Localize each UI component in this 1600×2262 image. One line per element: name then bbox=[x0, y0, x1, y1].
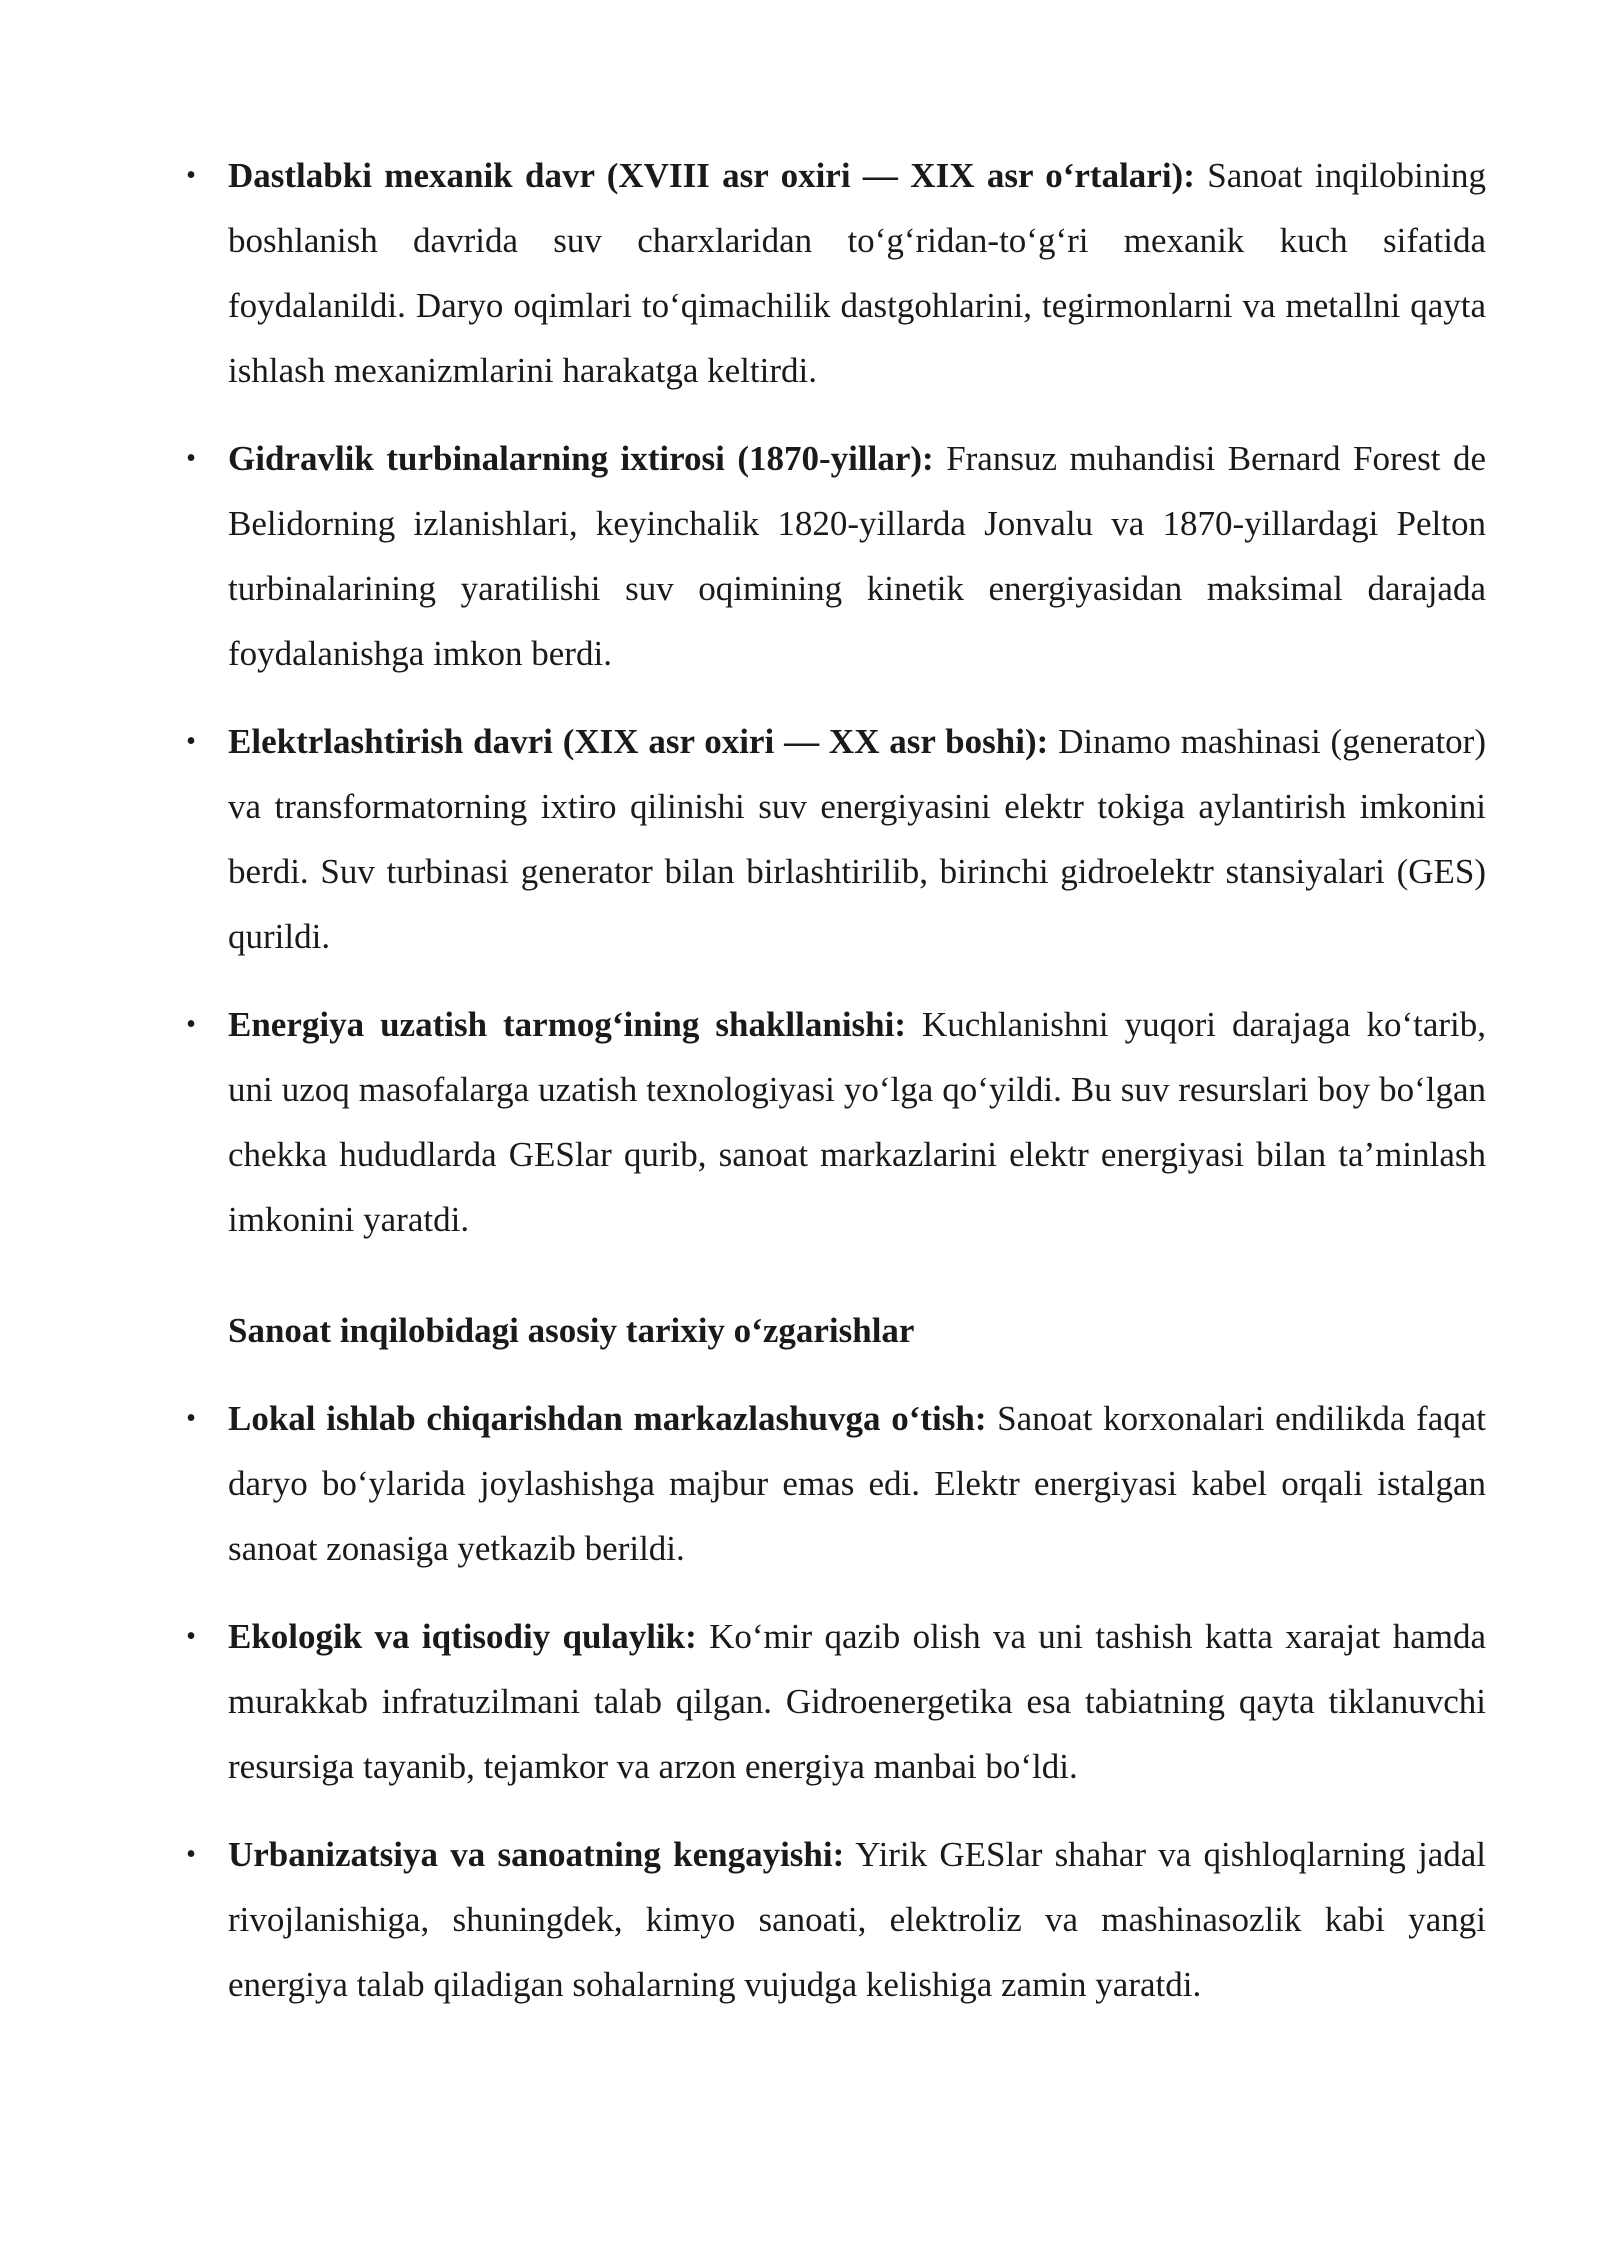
bullet-icon: • bbox=[186, 1009, 196, 1040]
item-term: Ekologik va iqtisodiy qulaylik: bbox=[228, 1617, 697, 1656]
item-term: Energiya uzatish tarmog‘ining shakllanishi: bbox=[228, 1005, 907, 1044]
section-heading: Sanoat inqilobidagi asosiy tarixiy o‘zgarishlar bbox=[228, 1311, 915, 1350]
list-item bbox=[186, 1386, 1486, 1581]
item-term: Gidravlik turbinalarning ixtirosi (1870-yillar): bbox=[228, 439, 934, 478]
history-periods-list bbox=[186, 143, 1486, 1252]
list-item bbox=[186, 1604, 1487, 1799]
bullet-icon: • bbox=[186, 160, 196, 191]
item-text: Kuchlanishni yuqori darajaga ko‘tarib, uni uzoq masofalarga uzatish texnologiyasi yo‘lga qo‘yildi. Bu suv resurslari boy bo‘lgan chekka hududlarda GESlar qurib, sanoat markazlarini elektr energiyasi bilan ta’minlash imkonini yaratdi. bbox=[228, 1005, 1486, 1239]
item-term: Dastlabki mexanik davr (XVIII asr oxiri — XIX asr o‘rtalari): bbox=[228, 156, 1195, 195]
list-item bbox=[186, 1822, 1486, 2017]
item-text: Ko‘mir qazib olish va uni tashish katta xarajat hamda murakkab infratuzilmani talab qilgan. Gidroenergetika esa tabiatning qayta tiklanuvchi resursiga tayanib, tejamkor va arzon energiya manbai bo‘ldi. bbox=[228, 1617, 1487, 1786]
bullet-icon: • bbox=[186, 1621, 196, 1652]
bullet-icon: • bbox=[186, 443, 196, 474]
item-term: Lokal ishlab chiqarishdan markazlashuvga o‘tish: bbox=[228, 1399, 987, 1438]
bullet-icon: • bbox=[186, 1403, 196, 1434]
list-item bbox=[186, 143, 1486, 403]
item-term: Elektrlashtirish davri (XIX asr oxiri — XX asr boshi): bbox=[228, 722, 1049, 761]
item-text: Fransuz muhandisi Bernard Forest de Belidorning izlanishlari, keyinchalik 1820-yillarda Jonvalu va 1870-yillardagi Pelton turbinalarining yaratilishi suv oqimining kinetik energiyasidan maksimal darajada foydalanishga imkon berdi. bbox=[228, 439, 1486, 673]
list-item bbox=[186, 426, 1486, 686]
list-item bbox=[186, 709, 1486, 969]
list-item bbox=[186, 992, 1486, 1252]
bullet-icon: • bbox=[186, 1839, 196, 1870]
document-content bbox=[186, 143, 1487, 2040]
item-text: Sanoat korxonalari endilikda faqat daryo bo‘ylarida joylashishga majbur emas edi. Elektr energiyasi kabel orqali istalgan sanoat zonasiga yetkazib berildi. bbox=[228, 1399, 1486, 1568]
bullet-icon: • bbox=[186, 726, 196, 757]
item-term: Urbanizatsiya va sanoatning kengayishi: bbox=[228, 1835, 845, 1874]
item-text: Yirik GESlar shahar va qishloqlarning jadal rivojlanishiga, shuningdek, kimyo sanoati, elektroliz va mashinasozlik kabi yangi energiya talab qiladigan sohalarning vujudga kelishiga zamin yaratdi. bbox=[228, 1835, 1486, 2004]
item-text: Dinamo mashinasi (generator) va transformatorning ixtiro qilinishi suv energiyasini elektr tokiga aylantirish imkonini berdi. Suv turbinasi generator bilan birlashtirilib, birinchi gidroelektr stansiyalari (GES) qurildi. bbox=[228, 722, 1486, 956]
historical-changes-list bbox=[186, 1386, 1487, 2017]
item-text: Sanoat inqilobining boshlanish davrida suv charxlaridan to‘g‘ridan-to‘g‘ri mexanik kuch sifatida foydalanildi. Daryo oqimlari to‘qimachilik dastgohlarini, tegirmonlarni va metallni qayta ishlash mexanizmlarini harakatga keltirdi. bbox=[228, 156, 1486, 390]
